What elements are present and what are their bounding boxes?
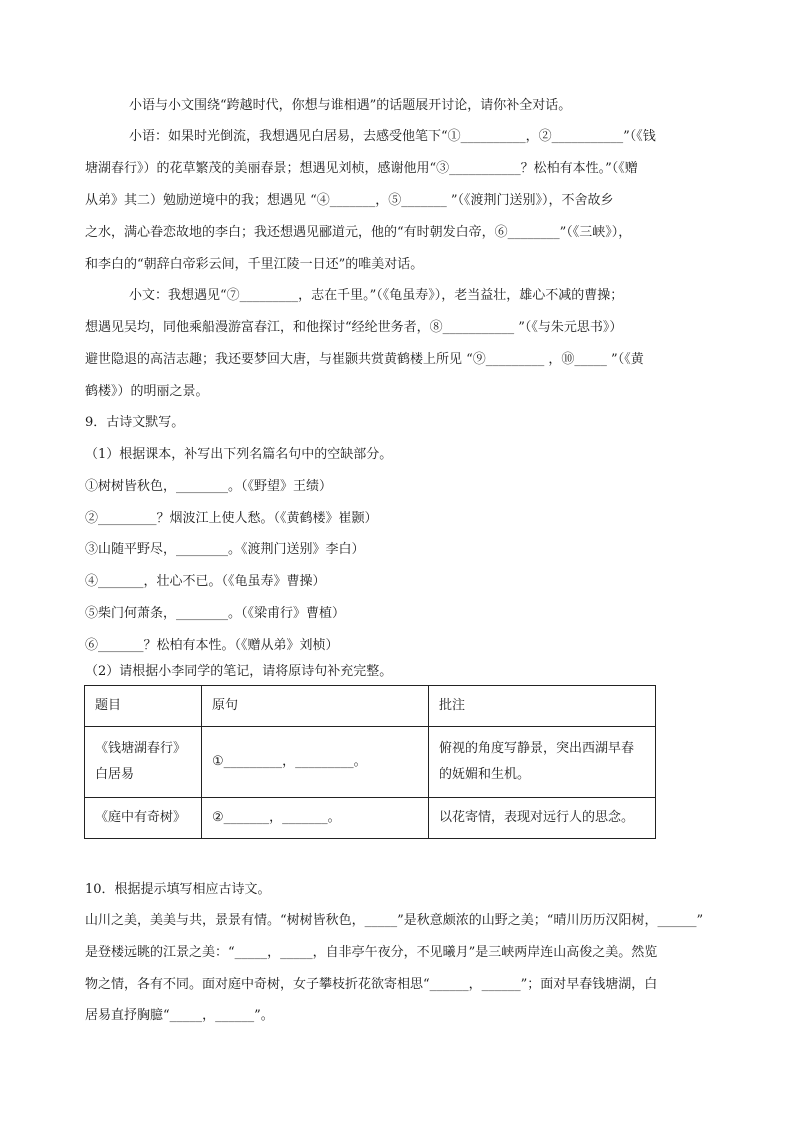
question-part: （2）请根据小李同学的笔记，请将原诗句补充完整。 — [85, 664, 393, 679]
table-header-row — [85, 686, 656, 727]
dialogue-line: 和李白的“朝辞白帝彩云间，千里江陵一日还”的唯美对话。 — [85, 257, 424, 272]
question-part: （1）根据课本，补写出下列名篇名句中的空缺部分。 — [85, 447, 393, 462]
table-row — [85, 727, 656, 798]
fill-item: ④_______，壮心不已。（《龟虽寿》曹操） — [85, 574, 326, 589]
table-header: 批注 — [429, 686, 656, 727]
dialogue-line: 之水，满心眷恋故地的李白；我还想遇见郦道元，他的“有时朝发白帝，⑥________”（《三峡》）， — [85, 225, 632, 240]
fill-item: ⑥_______？松柏有本性。（《赠从弟》刘桢） — [85, 638, 339, 653]
dialogue-line: 小语：如果时光倒流，我想遇见白居易，去感受他笔下“①__________，②___________”（《钱 — [129, 129, 656, 144]
paragraph-line: 是登楼远眺的江景之美：“_____，_____，自非亭午夜分，不见曦月”是三峡两岸连山高俊之美。然览 — [85, 945, 658, 960]
dialogue-line: 避世隐退的高洁志趣；我还要梦回大唐，与崔颢共赏黄鹤楼上所见 “⑨_________ ，⑩_____ ”（《黄 — [85, 352, 644, 367]
dialogue-line: 想遇见吴均，同他乘船漫游富春江，和他探讨“经纶世务者，⑧___________ ”（《与朱元思书》） — [85, 320, 623, 335]
fill-item: ⑤柴门何萧条，________。（《梁甫行》曹植） — [85, 606, 346, 621]
fill-item: ①树树皆秋色，________。（《野望》王绩） — [85, 479, 333, 494]
table-cell: 俯视的角度写静景，突出西湖早春 的妩媚和生机。 — [429, 727, 656, 798]
table-cell: 《钱塘湖春行》 白居易 — [85, 727, 202, 798]
intro-prompt: 小语与小文围绕“跨越时代，你想与谁相遇”的话题展开讨论，请你补全对话。 — [129, 98, 572, 113]
question-title: 9．古诗文默写。 — [85, 415, 185, 430]
dialogue-line: 小文：我想遇见“⑦_________，志在千里。”（《龟虽寿》），老当益壮，雄心不减的曹操； — [129, 288, 624, 303]
paragraph-line: 物之情，各有不同。面对庭中奇树，女子攀枝折花欲寄相思“______，______”；面对早春钱塘湖，白 — [85, 977, 658, 992]
fill-item: ②_________？烟波江上使人愁。（《黄鹤楼》崔颢） — [85, 511, 378, 526]
dialogue-line: 鹤楼》）的明丽之景。 — [85, 384, 209, 399]
table-cell: 《庭中有奇树》 — [85, 798, 202, 839]
table-cell: ②_______，_______。 — [202, 798, 429, 839]
dialogue-line: 从弟》其二）勉励逆境中的我；想遇见 “④_______，⑤_______ ”（《渡荆门送别》），不舍故乡 — [85, 193, 614, 208]
paragraph-line: 居易直抒胸臆“_____，______”。 — [85, 1008, 274, 1023]
fill-item: ③山随平野尽，________。《渡荆门送别》李白） — [85, 542, 365, 557]
table-header: 原句 — [202, 686, 429, 727]
notes-table — [84, 685, 656, 839]
table-cell: ①_________，_________。 — [202, 727, 429, 798]
paragraph-line: 山川之美，美美与共，景景有情。“树树皆秋色，_____”是秋意颇浓的山野之美；“晴川历历汉阳树，______” — [85, 913, 704, 928]
table-row — [85, 798, 656, 839]
table-header: 题目 — [85, 686, 202, 727]
table-cell: 以花寄情，表现对远行人的思念。 — [429, 798, 656, 839]
dialogue-line: 塘湖春行》）的花草繁茂的美丽春景；想遇见刘桢，感谢他用“③___________？松柏有本性。”（《赠 — [85, 161, 638, 176]
question-title: 10．根据提示填写相应古诗文。 — [85, 882, 271, 897]
